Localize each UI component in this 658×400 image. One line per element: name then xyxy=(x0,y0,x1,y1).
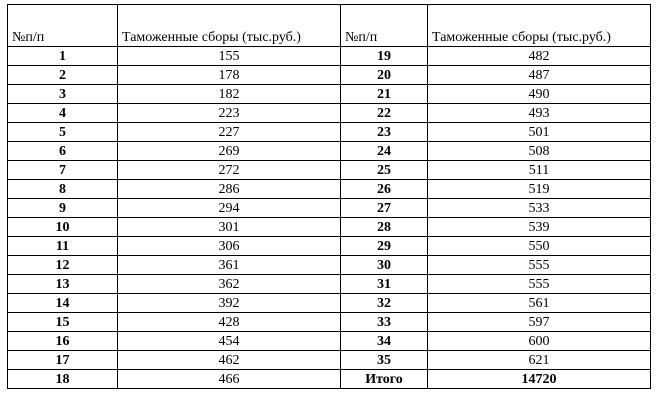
row-number-right: 24 xyxy=(341,142,428,161)
fee-value-right: 597 xyxy=(428,313,651,332)
table-row xyxy=(8,351,651,370)
row-number-left: 9 xyxy=(8,199,118,218)
header-row xyxy=(8,5,651,47)
row-number-left: 14 xyxy=(8,294,118,313)
row-number-right: 27 xyxy=(341,199,428,218)
fee-value-left: 286 xyxy=(118,180,341,199)
table-row xyxy=(8,142,651,161)
row-number-left: 15 xyxy=(8,313,118,332)
fee-value-right: 539 xyxy=(428,218,651,237)
customs-fees-table xyxy=(7,4,651,389)
table-row xyxy=(8,332,651,351)
fee-value-right: 621 xyxy=(428,351,651,370)
fee-value-left: 269 xyxy=(118,142,341,161)
row-number-left: 11 xyxy=(8,237,118,256)
fee-value-left: 361 xyxy=(118,256,341,275)
row-number-right: 35 xyxy=(341,351,428,370)
header-number-left: №п/п xyxy=(8,5,118,47)
row-number-left: 16 xyxy=(8,332,118,351)
fee-value-right: 490 xyxy=(428,85,651,104)
table-row xyxy=(8,123,651,142)
row-number-left: 7 xyxy=(8,161,118,180)
header-fees-right: Таможенные сборы (тыс.руб.) xyxy=(428,5,651,47)
fee-value-left: 272 xyxy=(118,161,341,180)
fee-value-left: 362 xyxy=(118,275,341,294)
table-row xyxy=(8,180,651,199)
fee-value-left: 182 xyxy=(118,85,341,104)
table-row xyxy=(8,199,651,218)
table-row xyxy=(8,294,651,313)
table-row xyxy=(8,66,651,85)
table-row xyxy=(8,161,651,180)
row-number-left: 13 xyxy=(8,275,118,294)
fee-value-right: 511 xyxy=(428,161,651,180)
fee-value-right: 561 xyxy=(428,294,651,313)
table-row xyxy=(8,47,651,66)
table-row xyxy=(8,104,651,123)
row-number-left: 4 xyxy=(8,104,118,123)
fee-value-left: 466 xyxy=(118,370,341,389)
row-number-right: 29 xyxy=(341,237,428,256)
table-row xyxy=(8,237,651,256)
row-number-right: 30 xyxy=(341,256,428,275)
row-number-right: 22 xyxy=(341,104,428,123)
fee-value-right: 501 xyxy=(428,123,651,142)
fee-value-left: 462 xyxy=(118,351,341,370)
table-row xyxy=(8,218,651,237)
row-number-right: 23 xyxy=(341,123,428,142)
row-number-left: 5 xyxy=(8,123,118,142)
row-number-right: 20 xyxy=(341,66,428,85)
fee-value-left: 178 xyxy=(118,66,341,85)
fee-value-left: 294 xyxy=(118,199,341,218)
fee-value-right: 493 xyxy=(428,104,651,123)
fee-value-left: 392 xyxy=(118,294,341,313)
total-label: Итого xyxy=(341,370,428,389)
row-number-right: 33 xyxy=(341,313,428,332)
row-number-left: 2 xyxy=(8,66,118,85)
total-value: 14720 xyxy=(428,370,651,389)
fee-value-right: 555 xyxy=(428,275,651,294)
table-row xyxy=(8,256,651,275)
row-number-right: 25 xyxy=(341,161,428,180)
table-row xyxy=(8,313,651,332)
row-number-left: 12 xyxy=(8,256,118,275)
fee-value-left: 306 xyxy=(118,237,341,256)
row-number-left: 3 xyxy=(8,85,118,104)
fee-value-right: 482 xyxy=(428,47,651,66)
row-number-left: 10 xyxy=(8,218,118,237)
row-number-right: 32 xyxy=(341,294,428,313)
row-number-right: 34 xyxy=(341,332,428,351)
row-number-right: 21 xyxy=(341,85,428,104)
fee-value-right: 487 xyxy=(428,66,651,85)
row-number-left: 8 xyxy=(8,180,118,199)
fee-value-right: 555 xyxy=(428,256,651,275)
row-number-left: 18 xyxy=(8,370,118,389)
row-number-right: 28 xyxy=(341,218,428,237)
row-number-right: 26 xyxy=(341,180,428,199)
table-row xyxy=(8,275,651,294)
fee-value-left: 155 xyxy=(118,47,341,66)
fee-value-right: 600 xyxy=(428,332,651,351)
fee-value-left: 223 xyxy=(118,104,341,123)
row-number-left: 6 xyxy=(8,142,118,161)
fee-value-left: 454 xyxy=(118,332,341,351)
fee-value-left: 301 xyxy=(118,218,341,237)
header-fees-left: Таможенные сборы (тыс.руб.) xyxy=(118,5,341,47)
table-row xyxy=(8,85,651,104)
row-number-left: 17 xyxy=(8,351,118,370)
header-number-right: №п/п xyxy=(341,5,428,47)
row-number-right: 31 xyxy=(341,275,428,294)
fee-value-left: 428 xyxy=(118,313,341,332)
row-number-right: 19 xyxy=(341,47,428,66)
fee-value-right: 533 xyxy=(428,199,651,218)
fee-value-right: 550 xyxy=(428,237,651,256)
table-row xyxy=(8,370,651,389)
fee-value-right: 508 xyxy=(428,142,651,161)
fee-value-left: 227 xyxy=(118,123,341,142)
fee-value-right: 519 xyxy=(428,180,651,199)
row-number-left: 1 xyxy=(8,47,118,66)
